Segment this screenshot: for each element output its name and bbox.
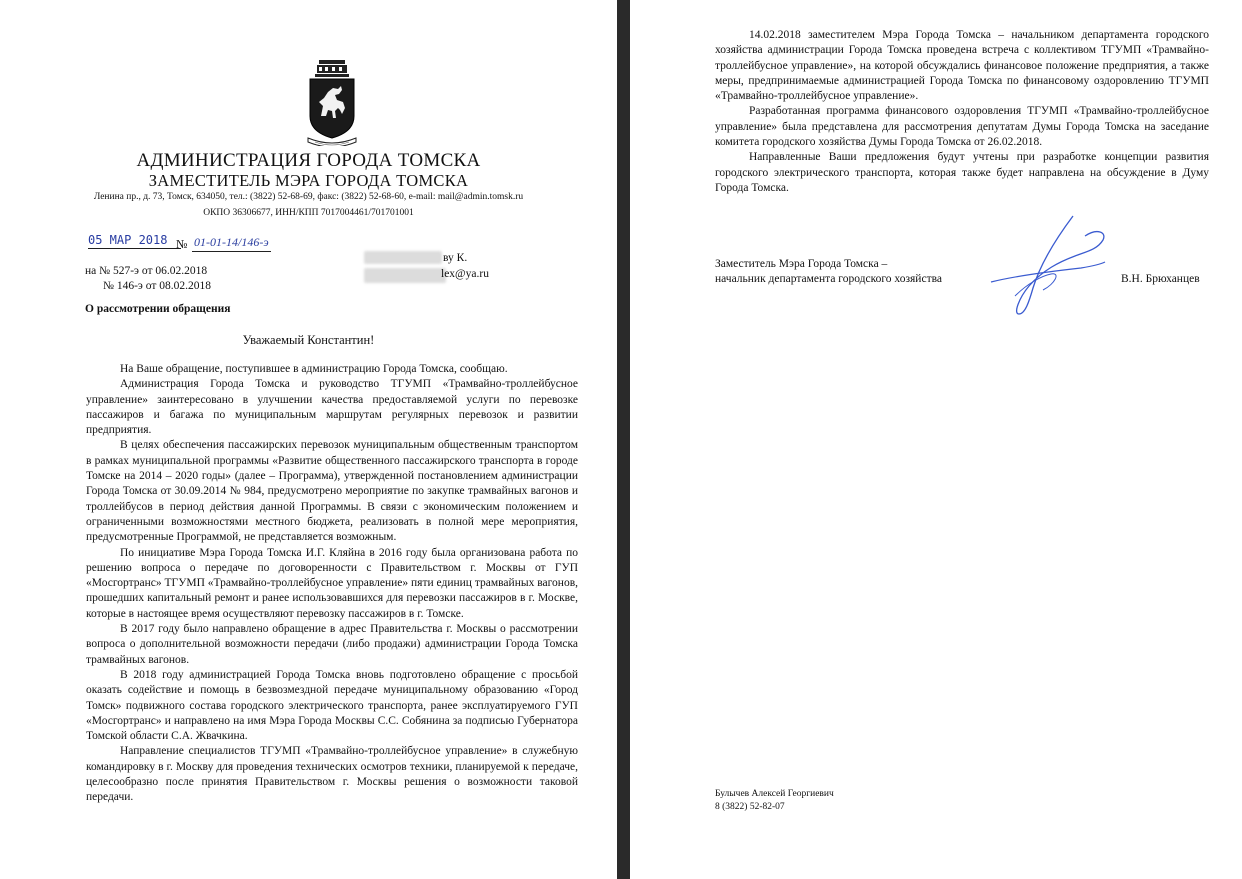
paragraph: В целях обеспечения пассажирских перевозок муниципальным общественным транспортом в рамках муниципальной программы «Развитие общественного пассажирского транспорта в городе Томске на 2014 – 2020 годы» (далее – Программа), утвержденной постановлением администрации Города Томска от 30.09.2014 № 984, предусмотрено мероприятие по закупке трамвайных вагонов и троллейбусов в период действия данной Программы. В связи с экономическим положением и ограниченными возможностями местного бюджета, реализовать в полной мере мероприятия, предусмотренные Программой, не представляется возможным. <box>86 439 578 544</box>
paragraph: На Ваше обращение, поступившее в администрацию Города Томска, сообщаю. <box>120 363 508 375</box>
signature-mark <box>985 210 1115 320</box>
registration-date-stamp: 05 МАР 2018 <box>88 233 181 249</box>
signatory-name: В.Н. Брюханцев <box>1121 273 1200 285</box>
paragraph: По инициативе Мэра Города Томска И.Г. Кляйна в 2016 году была организована работа по решению вопроса о передаче по договоренности с Правительством г. Москвы от ГУП «Мосгортранс» ТГУМП «Трамвайно-троллейбусное управление» пяти единиц трамвайных вагонов, прошедших капитальный ремонт и ранее использовавшихся для перевозки пассажиров в г. Москве, которые в настоящее время осуществляют перевозку пассажиров в г. Томске. <box>86 546 578 620</box>
org-codes: ОКПО 36306677, ИНН/КПП 7017004461/701701001 <box>203 208 414 218</box>
registration-number: 01-01-14/146-э <box>192 235 271 252</box>
paragraph: Направление специалистов ТГУМП «Трамвайно-троллейбусное управление» в служебную командировку в г. Москву для проведения технических осмотров техники, планируемой к передаче, целесообразно после принятия Правительством г. Москвы решения о возможности таковой передачи. <box>86 745 578 804</box>
executor-phone: 8 (3822) 52-82-07 <box>715 802 785 812</box>
letter-body-left <box>86 362 578 806</box>
reference-line-1: на № 527-э от 06.02.2018 <box>85 265 208 277</box>
redacted-recipient-name <box>364 251 442 264</box>
paragraph: 14.02.2018 заместителем Мэра Города Томска – начальником департамента городского хозяйства администрации Города Томска проведена встреча с коллективом ТГУМП «Трамвайно-троллейбусное управление», на которой обсуждались финансовое положение предприятия, а также меры, предпринимаемые администрацией Города Томска по финансовому оздоровлению ТГУМП «Трамвайно-троллейбусное управление». <box>715 29 1209 103</box>
letter-subject: О рассмотрении обращения <box>85 303 231 315</box>
registration-number-label: № <box>176 237 188 251</box>
executor-name: Булычев Алексей Георгиевич <box>715 789 834 799</box>
signatory-title-line-2: начальник департамента городского хозяйства <box>715 273 942 285</box>
redacted-recipient-email <box>364 268 446 283</box>
letter-body-right <box>715 28 1209 196</box>
org-title: АДМИНИСТРАЦИЯ ГОРОДА ТОМСКА <box>136 150 481 171</box>
letter-page-left <box>0 0 617 879</box>
org-subtitle: ЗАМЕСТИТЕЛЬ МЭРА ГОРОДА ТОМСКА <box>148 171 469 190</box>
paragraph: В 2018 году администрацией Города Томска вновь подготовлено обращение с просьбой оказать содействие и помощь в безвозмездной передаче муниципальному образованию «Город Томск» подвижного состава городского электрического транспорта, ранее эксплуатируемого ГУП «Мосгортранс» и направлено на имя Мэра Города Москвы С.С. Собянина за подписью Губернатора Томской области С.А. Жвачкина. <box>86 668 578 743</box>
greeting: Уважаемый Константин! <box>242 333 375 347</box>
tomsk-coat-of-arms-icon <box>305 58 359 146</box>
page-divider <box>617 0 630 879</box>
paragraph: Направленные Ваши предложения будут учтены при разработке концепции развития городского электрического транспорта, которая также будет направлена на обсуждение в Думу Города Томска. <box>715 151 1209 194</box>
recipient-email: lex@ya.ru <box>441 268 489 280</box>
paragraph: Разработанная программа финансового оздоровления ТГУМП «Трамвайно-троллейбусное управление» была представлена для рассмотрения депутатам Думы Города Томска на заседание комитета городского хозяйства Думы Города Томска от 26.02.2018. <box>715 105 1209 149</box>
signatory-title-line-1: Заместитель Мэра Города Томска – <box>715 258 888 270</box>
recipient-name: ву К. <box>443 252 468 264</box>
org-address: Ленина пр., д. 73, Томск, 634050, тел.: (3822) 52-68-69, факс: (3822) 52-68-60, e-mail: mail@admin.tomsk.ru <box>93 192 524 202</box>
reference-line-2: № 146-э от 08.02.2018 <box>103 280 211 292</box>
paragraph: Администрация Города Томска и руководство ТГУМП «Трамвайно-троллейбусное управление» заинтересовано в улучшении качества предоставляемой услуги по перевозке пассажиров и багажа по муниципальным маршрутам регулярных перевозок и развитии предприятия. <box>86 378 578 437</box>
paragraph: В 2017 году было направлено обращение в адрес Правительства г. Москвы о рассмотрении вопроса о дополнительной возможности передачи (либо продажи) администрации Города Томска трамвайных вагонов. <box>86 623 578 666</box>
